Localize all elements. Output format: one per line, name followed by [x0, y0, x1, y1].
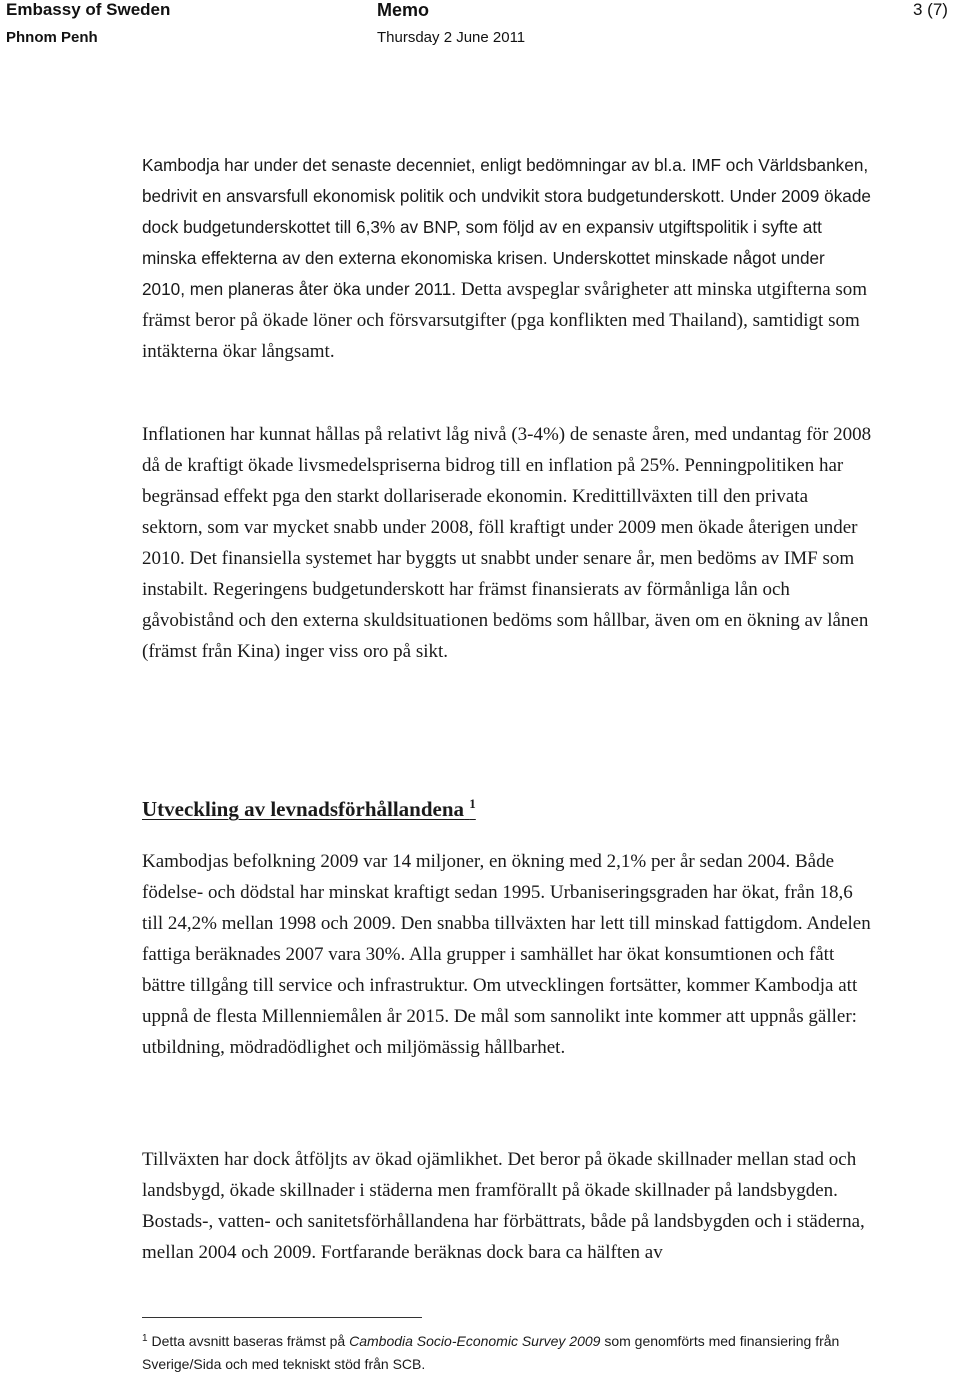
document-type: Memo: [377, 0, 430, 20]
footnote-text-before: Detta avsnitt baseras främst på: [147, 1333, 350, 1349]
section-heading: [142, 796, 872, 822]
paragraph-economic-policy: [142, 150, 872, 367]
paragraph-population: Kambodjas befolkning 2009 var 14 miljoner, en ökning med 2,1% per år sedan 2004. Både födelse- och dödstal har minskat kraftigt sedan 1995. Urbaniseringsgraden har ökat, från 18,6 till 24,2% mellan 1998 och 2009. Den snabba tillväxten har lett till minskad fattigdom. Andelen fattiga beräknades 2007 vara 30%. Alla grupper i samhället har ökat konsumtionen och fått bättre tillgång till service och infrastruktur. Om utvecklingen fortsätter, kommer Kambodja att uppnå de flesta Millenniemålen år 2015. De mål som sannolikt inte kommer att uppnås gäller: utbildning, mödradödlighet och miljömässig hållbarhet.: [142, 851, 871, 1058]
footnote-reference: 1: [469, 796, 476, 811]
paragraph-segment-sans: Kambodja har under det senaste decenniet, enligt bedömningar av bl.a. IMF och Världsbanken, bedrivit en ansvarsfull ekonomisk politik och undvikit stora budgetunderskott. Under 2009 ökade dock budgetunderskottet till 6,3% av BNP, som följd av en expansiv utgiftspolitik i syfte att minska effekterna av den externa ekonomiska krisen. Underskottet minskade något under 2010, men planeras åter öka under 2011.: [142, 155, 871, 299]
sender-organization: Embassy of Sweden: [6, 0, 171, 19]
footnote-marker: 1: [142, 1333, 148, 1344]
page-number: 3 (7): [913, 0, 948, 19]
paragraph-inflation: Inflationen har kunnat hållas på relativt låg nivå (3-4%) de senaste åren, med undantag för 2008 då de kraftigt ökade livsmedelspriserna bidrog till en inflation på 25%. Penningpolitiken har begränsad effekt pga den starkt dollariserade ekonomin. Kredittillväxten till den privata sektorn, som var mycket snabb under 2008, föll kraftigt under 2009 men ökade återigen under 2010. Det finansiella systemet har byggts ut snabbt under senare år, men bedöms av IMF som instabilt. Regeringens budgetunderskott har främst finansierats av förmånliga lån och gåvobistånd och den externa skuldsituationen bedöms som hållbar, även om en ökning av lånen (främst från Kina) inger viss oro på sikt.: [142, 424, 872, 662]
footnote-source-title: Cambodia Socio-Economic Survey 2009: [349, 1333, 601, 1349]
section-heading-text: Utveckling av levnadsförhållandena: [142, 797, 465, 821]
paragraph-segment-serif: Detta avspeglar svårigheter att minska utgifterna som främst beror på ökade löner och försvarsutgifter (pga konflikten med Thailand), samtidigt som intäkterna ökar långsamt.: [142, 279, 868, 362]
footnote: [142, 1327, 872, 1376]
footnote-separator: [142, 1317, 422, 1318]
document-date: Thursday 2 June 2011: [377, 29, 526, 46]
sender-city: Phnom Penh: [6, 29, 98, 46]
footnote-text-after: som genomförts med finansiering från Sverige/Sida och med tekniskt stöd från SCB.: [142, 1333, 840, 1372]
paragraph-inequality: Tillväxten har dock åtföljts av ökad ojämlikhet. Det beror på ökade skillnader mellan stad och landsbygd, ökade skillnader i städerna men framförallt på ökade skillnader på landsbygden. Bostads-, vatten- och sanitetsförhållandena har förbättrats, både på landsbygden och i städerna, mellan 2004 och 2009. Fortfarande beräknas dock bara ca hälften av: [142, 1149, 865, 1263]
